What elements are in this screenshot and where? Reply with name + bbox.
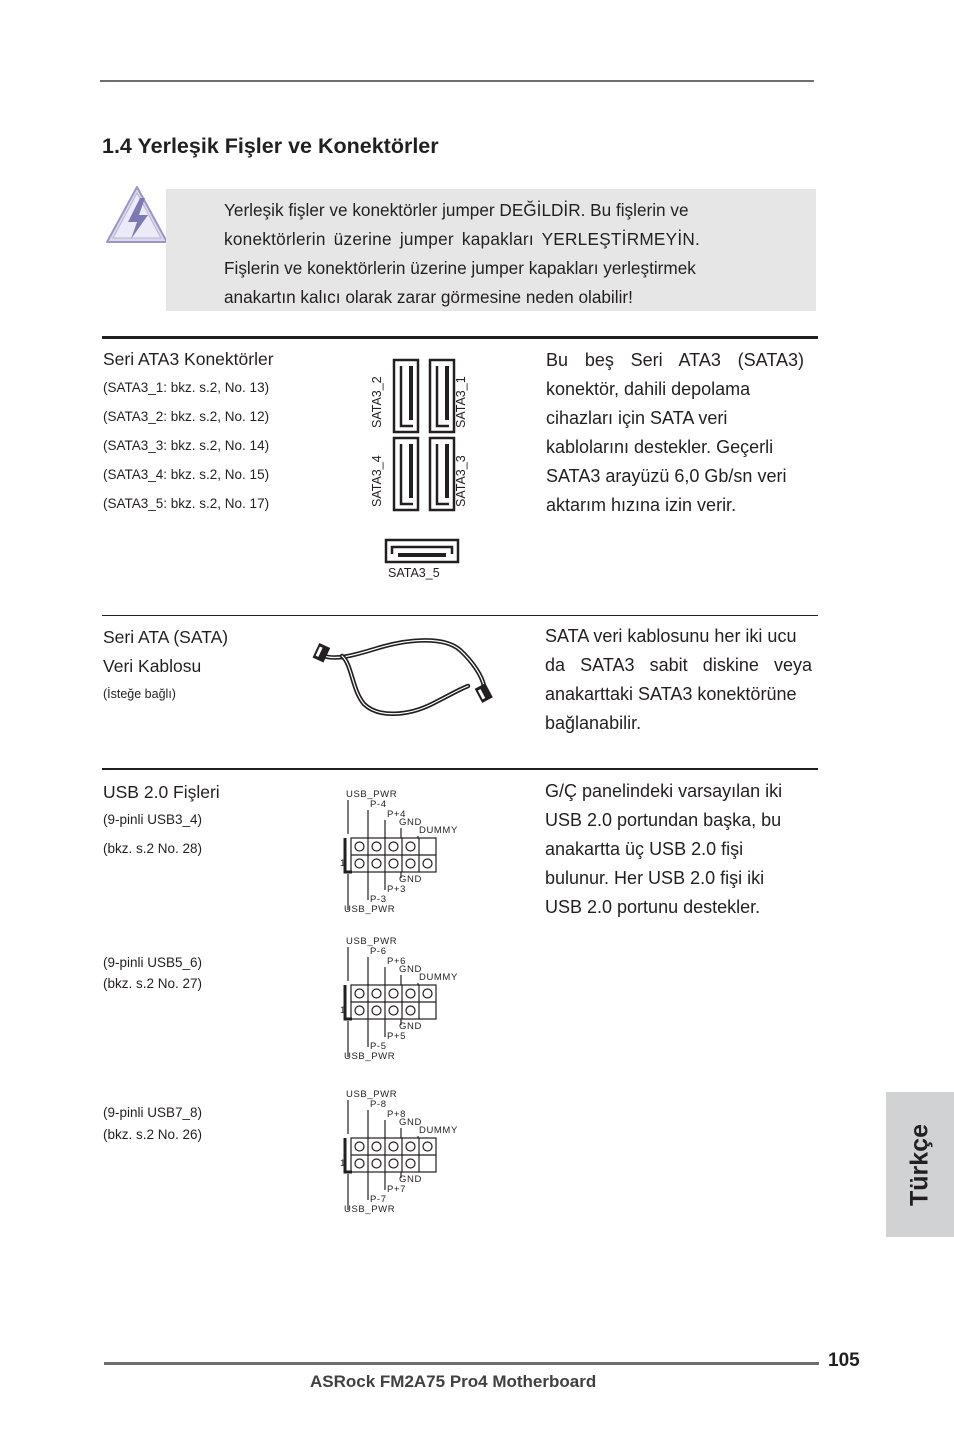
usb-label: USB 2.0 Fişleri <box>103 782 220 802</box>
sata-ref-2: (SATA3_2: bkz. s.2, No. 12) <box>103 409 270 424</box>
warning-box <box>166 189 816 311</box>
usb-header-1-pins: (9-pinli USB3_4) <box>103 812 203 827</box>
usb-header-diagram-1: USB_PWR P-4 P+4 GND DUMMY 1 GND P+3 P-3 USB_PWR <box>340 789 458 915</box>
usb-description: G/Ç panelindeki varsayılan iki USB 2.0 portundan başka, bu anakartta üç USB 2.0 fişi bulunur. Her USB 2.0 fişi iki USB 2.0 portunu destekler. <box>545 781 783 917</box>
cable-label-2: Veri Kablosu <box>103 656 202 676</box>
sata-description: Bu beş Seri ATA3 (SATA3) konektör, dahili depolama cihazları için SATA veri kablolarını destekler. Geçerli SATA3 arayüzü 6,0 Gb/sn veri aktarım hızına izin verir. <box>546 350 804 515</box>
language-tab: Türkçe <box>886 1092 954 1237</box>
usb-header-diagram-2: USB_PWR P-6 P+6 GND DUMMY 1 GND P+5 P-5 USB_PWR <box>340 936 458 1062</box>
sata-connector-label-5: SATA3_5 <box>388 566 440 580</box>
section-title: 1.4 Yerleşik Fişler ve Konektörler <box>102 134 439 158</box>
warning-icon <box>104 184 170 246</box>
usb-header-1-ref: (bkz. s.2 No. 28) <box>103 841 203 856</box>
sata-ref-1: (SATA3_1: bkz. s.2, No. 13) <box>103 380 270 395</box>
sata-connector-label-3: SATA3_3 <box>454 455 468 507</box>
usb-header-2-pins: (9-pinli USB5_6) <box>103 955 203 970</box>
section-rule-sata <box>102 336 818 339</box>
sata-connector-label-4: SATA3_4 <box>370 455 384 507</box>
usb-header-3-pins: (9-pinli USB7_8) <box>103 1105 203 1120</box>
footer-rule <box>104 1362 819 1365</box>
footer-text: ASRock FM2A75 Pro4 Motherboard <box>310 1372 597 1391</box>
usb-header-diagram-3: USB_PWR P-8 P+8 GND DUMMY 1 GND P+7 P-7 USB_PWR <box>340 1089 458 1215</box>
sata-connectors-diagram <box>392 358 458 513</box>
section-rule-cable <box>102 615 818 616</box>
warning-text: Yerleşik fişler ve konektörler jumper DEĞİLDİR. Bu fişlerin ve konektörlerin üzerine jumper kapakları YERLEŞTİRMEYİN. Fişlerin ve konektörlerin üzerine jumper kapakları yerleştirmek anakartın kalıcı olarak zarar görmesine neden olabilir! <box>224 200 701 307</box>
page-number: 105 <box>828 1350 860 1371</box>
usb-header-3-ref: (bkz. s.2 No. 26) <box>103 1127 203 1142</box>
sata-connector-label-1: SATA3_1 <box>454 376 468 428</box>
sata-label: Seri ATA3 Konektörler <box>103 349 274 369</box>
sata5-connector-diagram <box>384 538 460 564</box>
sata-connector-label-2: SATA3_2 <box>370 376 384 428</box>
sata-ref-3: (SATA3_3: bkz. s.2, No. 14) <box>103 438 270 453</box>
section-rule-usb <box>102 768 818 770</box>
usb-header-2-ref: (bkz. s.2 No. 27) <box>103 976 203 991</box>
sata-cable-illustration <box>308 630 498 722</box>
sata-ref-5: (SATA3_5: bkz. s.2, No. 17) <box>103 496 270 511</box>
sata-ref-4: (SATA3_4: bkz. s.2, No. 15) <box>103 467 270 482</box>
cable-optional: (İsteğe bağlı) <box>103 687 176 701</box>
top-rule <box>100 80 814 82</box>
cable-label-1: Seri ATA (SATA) <box>103 627 229 647</box>
cable-description: SATA veri kablosunu her iki ucu da SATA3 sabit diskine veya anakarttaki SATA3 konektörüne bağlanabilir. <box>545 626 812 733</box>
